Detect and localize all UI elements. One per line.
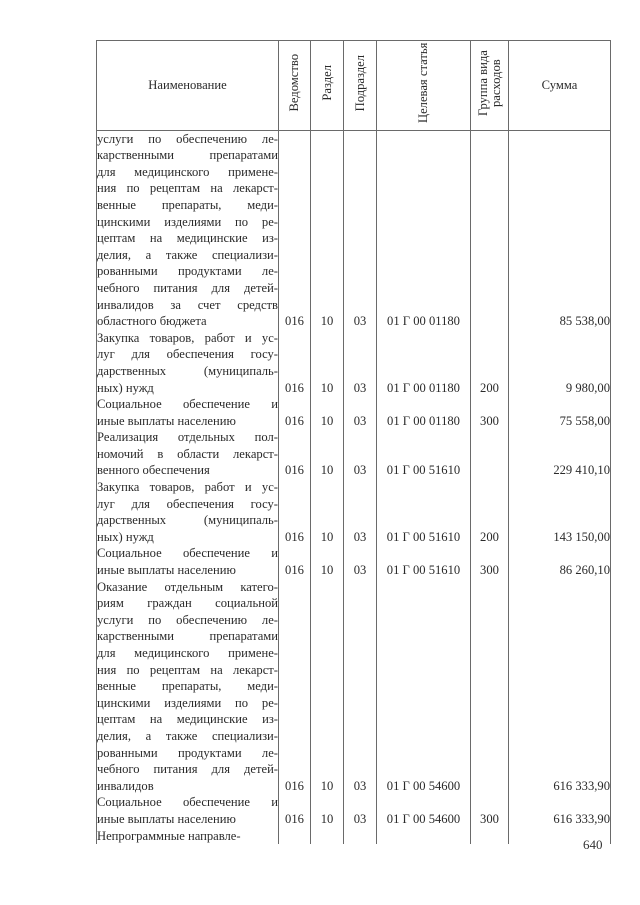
row-razdel: 10 [311, 794, 344, 827]
row-tselevaya-statya: 01 Г 00 51610 [377, 545, 471, 578]
row-podrazdel: 03 [344, 396, 377, 429]
row-name-line: карственными препаратами [97, 629, 278, 644]
row-name-line: луг для обеспечения госу- [97, 496, 278, 511]
row-name-line: цептам на медицинские из- [97, 231, 278, 246]
row-tselevaya-statya: 01 Г 00 54600 [377, 794, 471, 827]
table-row [97, 545, 611, 578]
row-vedomstvo: 016 [279, 545, 311, 578]
row-name-cell [97, 479, 279, 545]
row-name-line: Социальное обеспечение и [97, 397, 278, 412]
row-vedomstvo: 016 [279, 429, 311, 479]
table-header-row [97, 41, 611, 131]
row-summa: 229 410,10 [509, 429, 611, 479]
row-name-line: областного бюджета [97, 314, 207, 329]
row-name-cell [97, 429, 279, 479]
row-name-line: номочий в области лекарст- [97, 446, 278, 461]
row-name-line: ных) нужд [97, 380, 154, 395]
row-razdel: 10 [311, 330, 344, 396]
row-tselevaya-statya: 01 Г 00 01180 [377, 330, 471, 396]
header-razdel: Раздел [311, 41, 344, 131]
row-gruppa-vida: 300 [471, 794, 509, 827]
row-summa: 86 260,10 [509, 545, 611, 578]
row-summa: 616 333,90 [509, 794, 611, 827]
row-gruppa-vida [471, 579, 509, 795]
row-tselevaya-statya: 01 Г 00 01180 [377, 396, 471, 429]
row-summa: 75 558,00 [509, 396, 611, 429]
row-vedomstvo [279, 828, 311, 845]
row-name-line: Социальное обеспечение и [97, 546, 278, 561]
page-number: 640 [583, 837, 603, 852]
row-name-line: цинскими изделиями по ре- [97, 695, 278, 710]
row-vedomstvo: 016 [279, 130, 311, 330]
row-name-cell [97, 828, 279, 845]
row-summa: 85 538,00 [509, 130, 611, 330]
row-gruppa-vida [471, 429, 509, 479]
row-podrazdel: 03 [344, 429, 377, 479]
row-name-line: карственными препаратами [97, 148, 278, 163]
row-name-line: делия, а также специализи- [97, 247, 278, 262]
row-name-line: венные препараты, меди- [97, 679, 278, 694]
row-name-line: услуги по обеспечению ле- [97, 612, 278, 627]
header-podrazdel: Подраздел [344, 41, 377, 131]
row-name-line: инвалидов [97, 778, 154, 793]
row-name-cell [97, 794, 279, 827]
row-vedomstvo: 016 [279, 579, 311, 795]
row-name-line: иные выплаты населению [97, 413, 236, 428]
table-row [97, 579, 611, 795]
row-tselevaya-statya: 01 Г 00 51610 [377, 429, 471, 479]
row-summa: 616 333,90 [509, 579, 611, 795]
table-row [97, 396, 611, 429]
row-razdel: 10 [311, 545, 344, 578]
row-name-line: цептам на медицинские из- [97, 712, 278, 727]
header-vedomstvo: Ведомство [279, 41, 311, 131]
row-name-line: ния по рецептам на лекарст- [97, 181, 278, 196]
row-name-line: дарственных (муниципаль- [97, 363, 278, 378]
row-name-line: Социальное обеспечение и [97, 795, 278, 810]
row-podrazdel: 03 [344, 794, 377, 827]
row-vedomstvo: 016 [279, 479, 311, 545]
row-razdel: 10 [311, 130, 344, 330]
row-name-line: венного обеспечения [97, 463, 210, 478]
row-razdel: 10 [311, 396, 344, 429]
row-name-line: рованными продуктами ле- [97, 745, 278, 760]
table-body [97, 130, 611, 844]
row-gruppa-vida [471, 828, 509, 845]
row-razdel: 10 [311, 579, 344, 795]
row-gruppa-vida: 200 [471, 330, 509, 396]
row-name-line: услуги по обеспечению ле- [97, 131, 278, 146]
row-podrazdel: 03 [344, 545, 377, 578]
row-name-cell [97, 130, 279, 330]
header-tselevaya-statya: Целевая статья [377, 41, 471, 131]
row-name-cell [97, 545, 279, 578]
row-tselevaya-statya: 01 Г 00 54600 [377, 579, 471, 795]
row-name-line: цинскими изделиями по ре- [97, 214, 278, 229]
row-summa: 143 150,00 [509, 479, 611, 545]
row-name-cell [97, 396, 279, 429]
row-razdel: 10 [311, 479, 344, 545]
row-vedomstvo: 016 [279, 794, 311, 827]
row-name-line: для медицинского примене- [97, 164, 278, 179]
table-row [97, 330, 611, 396]
row-name-line: риям граждан социальной [97, 596, 278, 611]
row-gruppa-vida [471, 130, 509, 330]
row-name-line: чебного питания для детей- [97, 280, 278, 295]
row-podrazdel: 03 [344, 479, 377, 545]
row-name-line: иные выплаты населению [97, 563, 236, 578]
row-tselevaya-statya: 01 Г 00 51610 [377, 479, 471, 545]
table-row [97, 794, 611, 827]
row-name-line: рованными продуктами ле- [97, 264, 278, 279]
row-name-line: луг для обеспечения госу- [97, 347, 278, 362]
row-name-cell [97, 579, 279, 795]
table-row [97, 429, 611, 479]
row-name-line: чебного питания для детей- [97, 762, 278, 777]
row-name-line: Закупка товаров, работ и ус- [97, 480, 278, 495]
row-podrazdel: 03 [344, 330, 377, 396]
table-row [97, 130, 611, 330]
row-gruppa-vida: 300 [471, 396, 509, 429]
row-tselevaya-statya: 01 Г 00 01180 [377, 130, 471, 330]
row-name-line: Закупка товаров, работ и ус- [97, 330, 278, 345]
row-name-line: венные препараты, меди- [97, 197, 278, 212]
row-vedomstvo: 016 [279, 396, 311, 429]
row-razdel: 10 [311, 429, 344, 479]
row-gruppa-vida: 300 [471, 545, 509, 578]
row-name-line: ных) нужд [97, 529, 154, 544]
header-gruppa-vida-raskhodov: Группа вида расходов [471, 41, 509, 131]
row-tselevaya-statya [377, 828, 471, 845]
row-name-line: Реализация отдельных пол- [97, 430, 278, 445]
row-podrazdel: 03 [344, 130, 377, 330]
row-podrazdel [344, 828, 377, 845]
row-name-line: для медицинского примене- [97, 646, 278, 660]
row-name-line: Оказание отдельным катего- [97, 579, 278, 594]
row-gruppa-vida: 200 [471, 479, 509, 545]
row-name-line: ния по рецептам на лекарст- [97, 662, 278, 677]
budget-table [96, 40, 611, 844]
header-summa: Сумма [509, 41, 611, 131]
row-summa: 9 980,00 [509, 330, 611, 396]
row-name-line: Непрограммные направле- [97, 828, 241, 843]
table-row [97, 828, 611, 845]
row-podrazdel: 03 [344, 579, 377, 795]
row-name-line: дарственных (муниципаль- [97, 513, 278, 528]
row-name-line: делия, а также специализи- [97, 728, 278, 743]
header-name: Наименование [97, 41, 279, 131]
row-name-cell [97, 330, 279, 396]
row-name-line: инвалидов за счет средств [97, 297, 278, 312]
row-vedomstvo: 016 [279, 330, 311, 396]
table-row [97, 479, 611, 545]
row-name-line: иные выплаты населению [97, 811, 236, 826]
row-razdel [311, 828, 344, 845]
